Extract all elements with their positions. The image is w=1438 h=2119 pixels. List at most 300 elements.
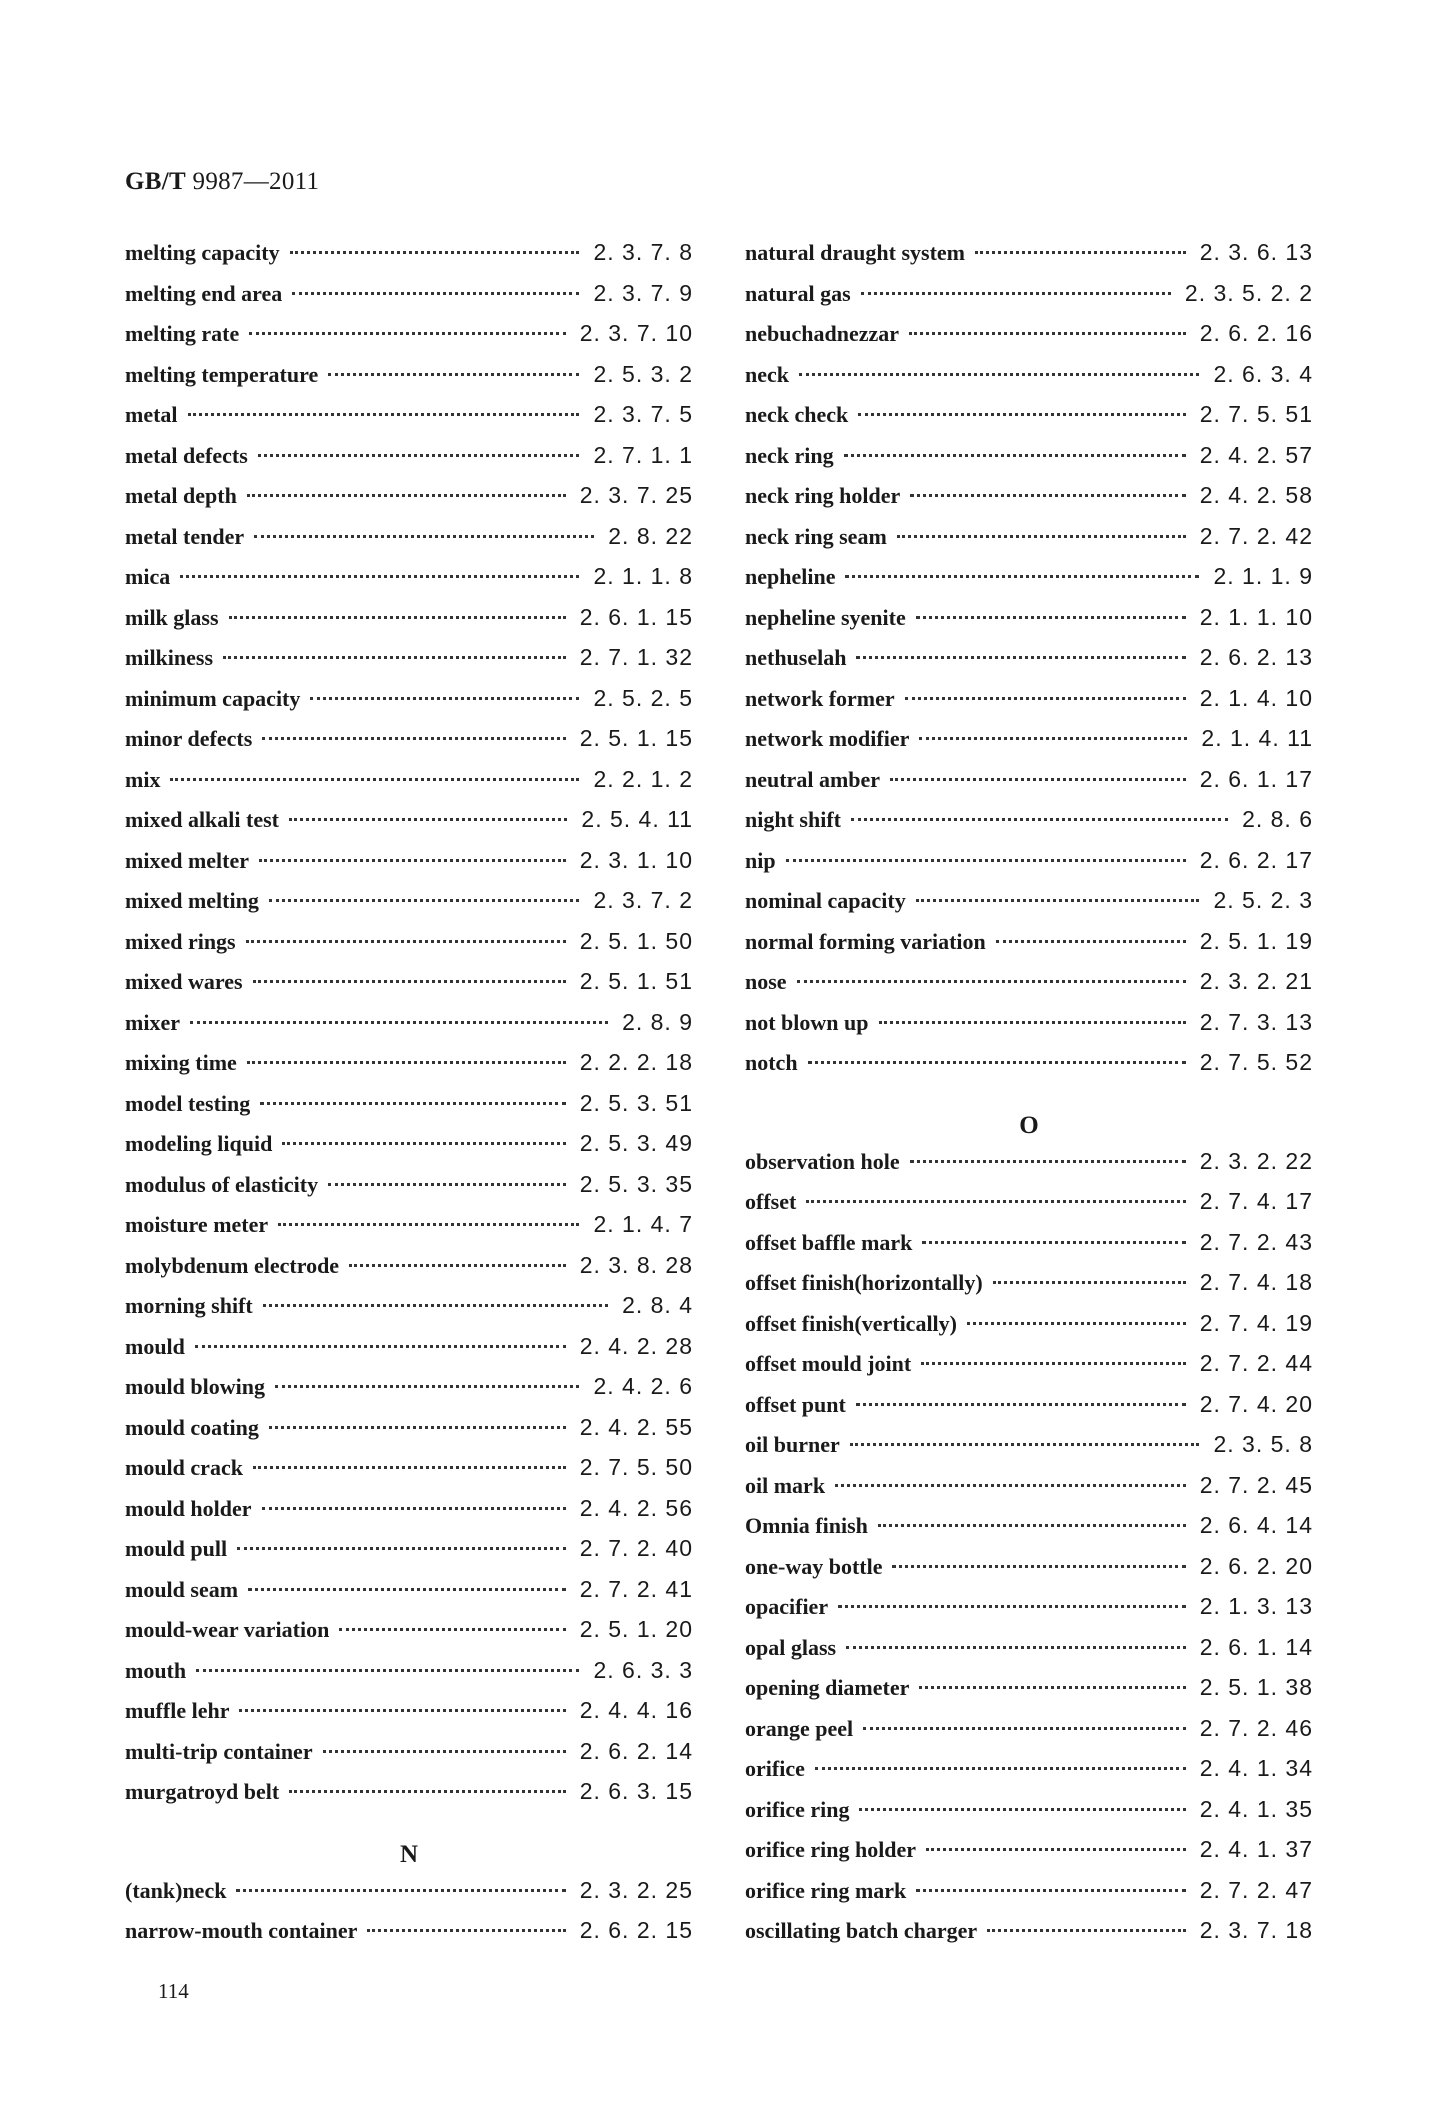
index-entry	[125, 1535, 693, 1576]
dot-leader	[786, 859, 1186, 862]
index-term: offset punt	[745, 1391, 846, 1417]
index-term: mould-wear variation	[125, 1617, 330, 1642]
index-entry	[125, 1049, 693, 1090]
index-term: observation hole	[745, 1148, 900, 1174]
index-term: oscillating batch charger	[745, 1918, 978, 1943]
dot-leader	[856, 656, 1185, 659]
dot-leader	[275, 1385, 579, 1388]
index-reference: 2. 5. 1. 50	[579, 927, 693, 954]
dot-leader	[910, 1160, 1186, 1163]
dot-leader	[815, 1767, 1186, 1770]
dot-leader	[858, 413, 1185, 416]
index-entry	[745, 1391, 1313, 1432]
dot-leader	[170, 778, 579, 781]
index-term: orange peel	[745, 1715, 854, 1741]
index-group-n-cont	[745, 239, 1313, 1090]
dot-leader	[249, 332, 565, 335]
dot-leader	[236, 1889, 565, 1892]
dot-leader	[922, 1241, 1185, 1244]
index-reference: 2. 1. 1. 9	[1213, 563, 1313, 589]
index-reference: 2. 1. 1. 10	[1199, 603, 1313, 630]
dot-leader	[850, 1443, 1200, 1446]
index-term: narrow-mouth container	[125, 1918, 358, 1943]
index-term: mixer	[125, 1009, 180, 1035]
index-entry	[125, 685, 693, 726]
dot-leader	[239, 1709, 565, 1712]
index-reference: 2. 5. 4. 11	[581, 806, 693, 832]
index-entry	[745, 1310, 1313, 1351]
index-term: not blown up	[745, 1009, 869, 1035]
index-term: orifice ring mark	[745, 1877, 907, 1903]
index-term: neck ring seam	[745, 523, 887, 549]
index-term: offset	[745, 1189, 797, 1214]
index-entry	[745, 1634, 1313, 1675]
dot-leader	[863, 1727, 1186, 1730]
index-entry	[745, 1796, 1313, 1837]
index-reference: 2. 7. 4. 18	[1199, 1269, 1313, 1295]
index-term: model testing	[125, 1090, 251, 1116]
dot-leader	[262, 1507, 566, 1510]
index-term: network former	[745, 685, 895, 711]
index-reference: 2. 8. 9	[622, 1008, 693, 1035]
index-term: opal glass	[745, 1634, 837, 1660]
dot-leader	[260, 1102, 565, 1105]
index-column-right	[745, 239, 1313, 1958]
index-term: modulus of elasticity	[125, 1171, 319, 1197]
index-entry	[745, 1049, 1313, 1090]
index-reference: 2. 4. 2. 56	[579, 1494, 693, 1521]
index-reference: 2. 3. 5. 2. 2	[1184, 279, 1313, 306]
index-entry	[125, 1616, 693, 1657]
index-group-m	[125, 239, 693, 1819]
index-term: mixed wares	[125, 969, 243, 994]
index-reference: 2. 7. 5. 51	[1199, 401, 1313, 427]
dot-leader	[258, 454, 580, 457]
dot-leader	[987, 1929, 1185, 1932]
index-entry	[745, 1188, 1313, 1229]
index-entry	[125, 320, 693, 361]
dot-leader	[339, 1628, 565, 1631]
index-reference: 2. 3. 2. 22	[1199, 1147, 1313, 1174]
index-entry	[745, 604, 1313, 645]
index-reference: 2. 7. 2. 41	[579, 1575, 693, 1602]
index-reference: 2. 5. 2. 3	[1213, 887, 1313, 913]
index-reference: 2. 3. 2. 25	[579, 1876, 693, 1903]
dot-leader	[196, 1669, 579, 1672]
index-term: murgatroyd belt	[125, 1779, 280, 1804]
index-reference: 2. 6. 3. 4	[1213, 360, 1313, 387]
index-entry	[125, 361, 693, 402]
index-reference: 2. 6. 3. 15	[579, 1778, 693, 1804]
index-entry	[125, 1333, 693, 1374]
index-reference: 2. 3. 7. 18	[1199, 1917, 1313, 1943]
index-entry	[745, 401, 1313, 442]
index-term: mixing time	[125, 1050, 237, 1075]
index-entry	[745, 1229, 1313, 1270]
index-term: natural gas	[745, 280, 851, 306]
index-reference: 2. 3. 7. 5	[593, 401, 693, 427]
index-term: mould pull	[125, 1536, 228, 1561]
index-entry	[125, 1576, 693, 1617]
index-entry	[125, 1657, 693, 1698]
index-entry	[125, 1877, 693, 1918]
index-reference: 2. 5. 1. 51	[579, 968, 693, 994]
dot-leader	[996, 940, 1186, 943]
index-entry	[745, 1512, 1313, 1553]
index-term: metal tender	[125, 523, 245, 549]
standard-code: GB/T	[125, 168, 186, 195]
page-number: 114	[158, 1979, 189, 2003]
index-entry	[745, 847, 1313, 888]
index-reference: 2. 3. 7. 8	[593, 239, 693, 265]
index-entry	[745, 442, 1313, 483]
index-entry	[125, 604, 693, 645]
index-entry	[745, 523, 1313, 564]
index-term: notch	[745, 1050, 798, 1075]
index-reference: 2. 7. 2. 44	[1199, 1350, 1313, 1376]
index-reference: 2. 4. 1. 37	[1199, 1836, 1313, 1862]
dot-leader	[269, 1426, 566, 1429]
dot-leader	[254, 535, 594, 538]
dot-leader	[967, 1322, 1186, 1325]
index-reference: 2. 4. 2. 6	[593, 1373, 693, 1399]
index-term: metal depth	[125, 483, 237, 508]
index-term: milk glass	[125, 604, 219, 630]
dot-leader	[846, 1646, 1186, 1649]
dot-leader	[253, 980, 566, 983]
index-term: metal defects	[125, 442, 248, 468]
index-term: melting end area	[125, 280, 283, 306]
index-entry	[125, 887, 693, 928]
index-term: neck	[745, 361, 789, 387]
index-entry	[745, 644, 1313, 685]
index-entry	[745, 320, 1313, 361]
index-reference: 2. 5. 1. 20	[579, 1616, 693, 1642]
index-reference: 2. 6. 2. 20	[1199, 1552, 1313, 1579]
index-term: mica	[125, 564, 171, 589]
index-term: neutral amber	[745, 766, 881, 792]
index-reference: 2. 4. 2. 28	[579, 1332, 693, 1359]
index-reference: 2. 7. 4. 17	[1199, 1188, 1313, 1214]
index-column-left	[125, 239, 693, 1958]
index-entry	[125, 644, 693, 685]
index-reference: 2. 7. 2. 42	[1199, 522, 1313, 549]
index-reference: 2. 6. 1. 17	[1199, 765, 1313, 792]
index-entry	[745, 239, 1313, 280]
index-term: molybdenum electrode	[125, 1252, 340, 1278]
index-entry	[745, 1917, 1313, 1958]
dot-leader	[808, 1061, 1186, 1064]
index-term: mould crack	[125, 1455, 243, 1480]
index-term: mould seam	[125, 1576, 239, 1602]
dot-leader	[905, 697, 1186, 700]
dot-leader	[797, 980, 1186, 983]
index-reference: 2. 4. 1. 34	[1199, 1755, 1313, 1781]
index-term: opening diameter	[745, 1675, 910, 1700]
index-term: orifice	[745, 1756, 805, 1781]
index-reference: 2. 5. 3. 49	[579, 1130, 693, 1156]
index-entry	[745, 806, 1313, 847]
index-entry	[745, 280, 1313, 321]
index-reference: 2. 3. 1. 10	[579, 846, 693, 873]
index-entry	[745, 1877, 1313, 1918]
index-entry	[125, 1009, 693, 1050]
index-entry	[125, 1292, 693, 1333]
index-term: night shift	[745, 807, 841, 832]
index-term: nose	[745, 969, 787, 994]
index-term: mix	[125, 766, 161, 792]
dot-leader	[844, 454, 1186, 457]
index-reference: 2. 7. 4. 19	[1199, 1309, 1313, 1336]
index-reference: 2. 3. 2. 21	[1199, 968, 1313, 994]
index-group-o	[745, 1148, 1313, 1958]
dot-leader	[262, 737, 565, 740]
index-term: nethuselah	[745, 645, 847, 670]
index-entry	[125, 806, 693, 847]
dot-leader	[910, 494, 1185, 497]
index-entry	[125, 1373, 693, 1414]
index-reference: 2. 3. 7. 10	[579, 320, 693, 346]
index-reference: 2. 6. 1. 14	[1199, 1633, 1313, 1660]
index-reference: 2. 5. 1. 38	[1199, 1674, 1313, 1700]
dot-leader	[892, 1565, 1185, 1568]
index-term: one-way bottle	[745, 1553, 883, 1579]
index-term: mouth	[125, 1657, 187, 1683]
dot-leader	[916, 616, 1186, 619]
index-reference: 2. 3. 7. 25	[579, 482, 693, 508]
index-entry	[125, 847, 693, 888]
dot-leader	[890, 778, 1186, 781]
index-entry	[745, 1269, 1313, 1310]
index-reference: 2. 6. 3. 3	[593, 1656, 693, 1683]
index-reference: 2. 6. 2. 15	[579, 1917, 693, 1943]
dot-leader	[247, 1061, 566, 1064]
dot-leader	[223, 656, 566, 659]
index-reference: 2. 7. 3. 13	[1199, 1008, 1313, 1035]
index-entry	[745, 766, 1313, 807]
dot-leader	[237, 1547, 566, 1550]
index-term: muffle lehr	[125, 1698, 230, 1723]
index-term: oil burner	[745, 1432, 840, 1457]
index-reference: 2. 1. 3. 13	[1199, 1593, 1313, 1619]
dot-leader	[323, 1750, 566, 1753]
index-term: normal forming variation	[745, 928, 986, 954]
dot-leader	[289, 818, 567, 821]
dot-leader	[278, 1223, 579, 1226]
dot-leader	[188, 413, 580, 416]
index-entry	[745, 685, 1313, 726]
index-entry	[125, 442, 693, 483]
index-term: offset finish(vertically)	[745, 1310, 957, 1336]
dot-leader	[292, 292, 579, 295]
index-entry	[745, 563, 1313, 604]
index-entry	[125, 766, 693, 807]
dot-leader	[799, 373, 1199, 376]
index-entry	[125, 1252, 693, 1293]
index-entry	[745, 361, 1313, 402]
index-entry	[745, 1472, 1313, 1513]
dot-leader	[328, 373, 579, 376]
index-term: nebuchadnezzar	[745, 321, 899, 346]
index-entry	[125, 1697, 693, 1738]
index-term: morning shift	[125, 1293, 253, 1318]
dot-leader	[856, 1403, 1186, 1406]
dot-leader	[897, 535, 1186, 538]
index-term: neck check	[745, 402, 849, 427]
dot-leader	[328, 1183, 566, 1186]
dot-leader	[878, 1524, 1186, 1527]
index-entry	[125, 523, 693, 564]
index-entry	[125, 563, 693, 604]
index-reference: 2. 4. 4. 16	[579, 1697, 693, 1723]
index-reference: 2. 3. 7. 9	[593, 279, 693, 306]
index-reference: 2. 6. 4. 14	[1199, 1512, 1313, 1538]
index-reference: 2. 6. 1. 15	[579, 603, 693, 630]
index-term: mixed melting	[125, 888, 259, 913]
index-term: mould	[125, 1333, 185, 1359]
index-reference: 2. 4. 1. 35	[1199, 1795, 1313, 1822]
index-reference: 2. 7. 2. 46	[1199, 1714, 1313, 1741]
index-term: milkiness	[125, 645, 214, 670]
index-term: (tank)neck	[125, 1877, 227, 1903]
dot-leader	[806, 1200, 1185, 1203]
index-entry	[745, 1148, 1313, 1189]
index-term: Omnia finish	[745, 1513, 868, 1538]
index-reference: 2. 7. 2. 43	[1199, 1228, 1313, 1255]
index-entry	[125, 1454, 693, 1495]
index-reference: 2. 6. 2. 17	[1199, 846, 1313, 873]
dot-leader	[861, 292, 1171, 295]
index-group-n	[125, 1877, 693, 1958]
index-reference: 2. 1. 4. 10	[1199, 684, 1313, 711]
index-reference: 2. 7. 1. 32	[579, 644, 693, 670]
index-term: opacifier	[745, 1594, 829, 1619]
index-entry	[745, 928, 1313, 969]
index-term: melting rate	[125, 321, 240, 346]
index-entry	[745, 1593, 1313, 1634]
index-entry	[745, 968, 1313, 1009]
dot-leader	[349, 1264, 566, 1267]
index-entry	[745, 1553, 1313, 1594]
index-entry	[745, 1836, 1313, 1877]
index-reference: 2. 7. 1. 1	[593, 441, 693, 468]
index-term: nepheline	[745, 564, 836, 589]
index-reference: 2. 7. 2. 47	[1199, 1876, 1313, 1903]
index-term: mixed melter	[125, 847, 249, 873]
index-term: nepheline syenite	[745, 604, 906, 630]
dot-leader	[921, 1362, 1185, 1365]
dot-leader	[851, 818, 1228, 821]
index-term: offset mould joint	[745, 1351, 912, 1376]
index-reference: 2. 5. 3. 51	[579, 1089, 693, 1116]
dot-leader	[835, 1484, 1186, 1487]
index-term: multi-trip container	[125, 1738, 313, 1764]
index-entry	[125, 482, 693, 523]
index-entry	[125, 1738, 693, 1779]
index-term: orifice ring	[745, 1796, 850, 1822]
index-term: neck ring holder	[745, 483, 901, 508]
index-entry	[125, 1495, 693, 1536]
dot-leader	[180, 575, 579, 578]
index-entry	[745, 1755, 1313, 1796]
index-reference: 2. 5. 1. 15	[579, 725, 693, 751]
dot-leader	[919, 737, 1187, 740]
index-reference: 2. 3. 8. 28	[579, 1251, 693, 1278]
index-reference: 2. 8. 6	[1242, 806, 1313, 832]
index-reference: 2. 7. 2. 45	[1199, 1471, 1313, 1498]
index-reference: 2. 6. 2. 14	[579, 1737, 693, 1764]
index-term: mould blowing	[125, 1374, 265, 1399]
dot-leader	[248, 1588, 566, 1591]
index-term: offset finish(horizontally)	[745, 1270, 983, 1295]
dot-leader	[289, 1790, 565, 1793]
page-header	[125, 168, 319, 196]
index-reference: 2. 1. 4. 11	[1201, 725, 1313, 751]
index-entry	[125, 1917, 693, 1958]
index-entry	[745, 1431, 1313, 1472]
index-reference: 2. 6. 2. 16	[1199, 320, 1313, 346]
index-entry	[125, 280, 693, 321]
dot-leader	[367, 1929, 565, 1932]
index-term: neck ring	[745, 442, 834, 468]
dot-leader	[993, 1281, 1186, 1284]
index-term: mould coating	[125, 1414, 259, 1440]
index-reference: 2. 5. 3. 2	[593, 360, 693, 387]
dot-leader	[246, 940, 566, 943]
dot-leader	[263, 1304, 608, 1307]
index-entry	[125, 1130, 693, 1171]
index-reference: 2. 3. 6. 13	[1199, 239, 1313, 265]
index-reference: 2. 4. 2. 55	[579, 1413, 693, 1440]
index-term: melting temperature	[125, 361, 319, 387]
index-term: orifice ring holder	[745, 1837, 917, 1862]
index-entry	[125, 239, 693, 280]
dot-leader	[195, 1345, 566, 1348]
index-entry	[125, 1778, 693, 1819]
index-reference: 2. 7. 4. 20	[1199, 1390, 1313, 1417]
dot-leader	[253, 1466, 566, 1469]
index-term: oil mark	[745, 1472, 826, 1498]
section-letter-o: O	[1019, 1111, 1039, 1139]
index-term: modeling liquid	[125, 1131, 273, 1156]
index-term: minor defects	[125, 726, 253, 751]
index-entry	[745, 725, 1313, 766]
index-term: metal	[125, 402, 178, 427]
index-term: melting capacity	[125, 240, 280, 265]
index-entry	[125, 1090, 693, 1131]
index-term: mixed alkali test	[125, 807, 279, 832]
index-reference: 2. 8. 4	[622, 1292, 693, 1318]
index-reference: 2. 2. 2. 18	[579, 1049, 693, 1075]
index-reference: 2. 8. 22	[608, 522, 693, 549]
index-entry	[125, 1211, 693, 1252]
index-entry	[745, 1674, 1313, 1715]
dot-leader	[879, 1021, 1186, 1024]
dot-leader	[290, 251, 580, 254]
index-reference: 2. 7. 2. 40	[579, 1535, 693, 1561]
dot-leader	[259, 859, 566, 862]
dot-leader	[845, 575, 1199, 578]
index-term: minimum capacity	[125, 685, 301, 711]
index-term: mixed rings	[125, 928, 236, 954]
index-entry	[745, 1350, 1313, 1391]
index-reference: 2. 4. 2. 58	[1199, 482, 1313, 508]
index-entry	[745, 1715, 1313, 1756]
dot-leader	[247, 494, 566, 497]
section-letter-n: N	[399, 1840, 419, 1868]
dot-leader	[919, 1686, 1185, 1689]
index-reference: 2. 1. 4. 7	[593, 1211, 693, 1237]
